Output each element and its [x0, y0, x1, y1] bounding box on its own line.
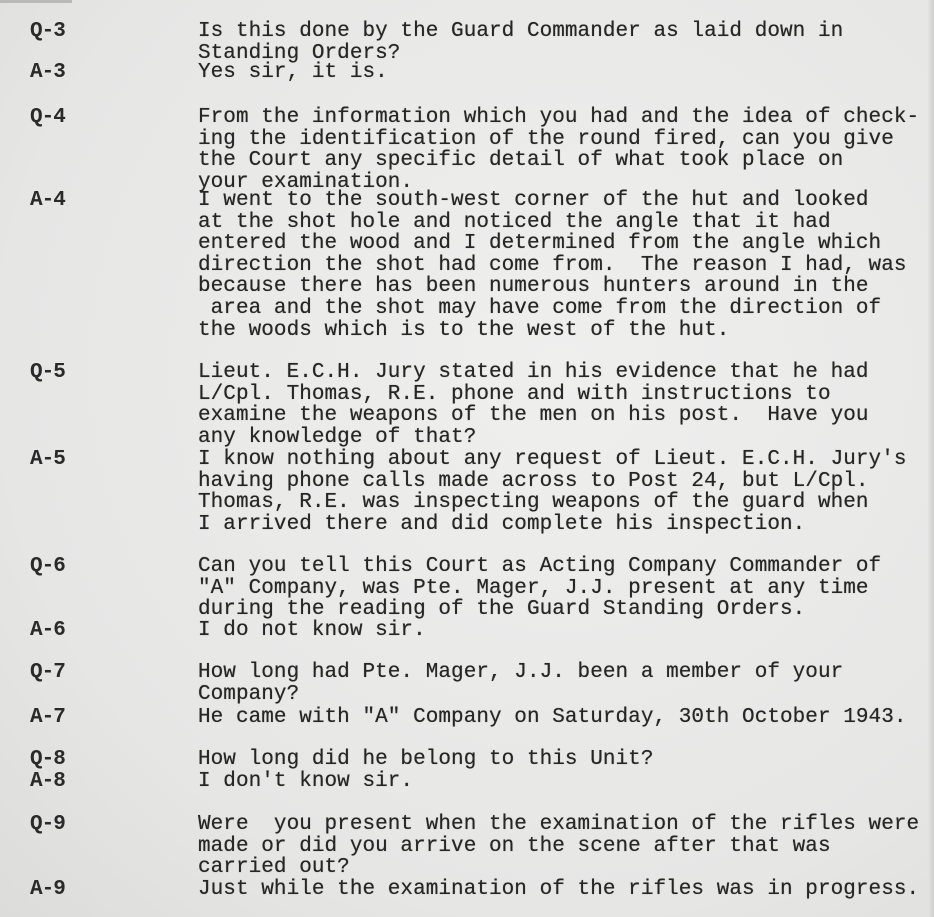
- text-line: because there has been numerous hunters around in the: [198, 275, 869, 299]
- text-line: Lieut. E.C.H. Jury stated in his evidence that he had: [198, 361, 869, 384]
- text-line: I went to the south-west corner of the hut and looked: [198, 189, 869, 212]
- entry-label: Q-8: [30, 748, 65, 771]
- text-line: I do not know sir.: [198, 619, 426, 642]
- entry-text: [198, 814, 919, 879]
- text-line: during the reading of the Guard Standing Orders.: [198, 598, 806, 622]
- text-line: Yes sir, it is.: [198, 61, 388, 84]
- text-line: Were you present when the examination of the rifles were: [198, 813, 920, 836]
- text-line: Standing Orders?: [198, 41, 401, 65]
- entry-text: [198, 449, 907, 535]
- page-right-edge: [928, 0, 934, 917]
- page-edge-mark: [0, 0, 72, 3]
- entry-text: [198, 707, 907, 729]
- entry-text: [198, 749, 653, 771]
- text-line: entered the wood and I determined from the angle which: [198, 232, 882, 256]
- entry-label: Q-5: [30, 361, 65, 384]
- text-line: the woods which is to the west of the hut.: [198, 318, 730, 342]
- entry-label: A-8: [30, 770, 65, 793]
- text-line: I don't know sir.: [198, 770, 414, 793]
- entry-label: Q-3: [30, 20, 65, 43]
- entry-text: [198, 62, 388, 84]
- entry-label: A-6: [30, 619, 65, 642]
- text-line: any knowledge of that?: [198, 425, 477, 449]
- text-line: How long did he belong to this Unit?: [198, 748, 654, 771]
- entry-text: [198, 662, 843, 705]
- entry-label: Q-4: [30, 106, 65, 129]
- text-line: your examination.: [198, 170, 414, 194]
- entry-label: A-7: [30, 706, 65, 729]
- text-line: L/Cpl. Thomas, R.E. phone and with instructions to: [198, 382, 831, 406]
- entry-text: [198, 21, 843, 64]
- text-line: I know nothing about any request of Lieut. E.C.H. Jury's: [198, 448, 907, 471]
- text-line: From the information which you had and the idea of check-: [198, 106, 920, 129]
- entry-label: A-3: [30, 61, 65, 84]
- entry-label: A-5: [30, 448, 65, 471]
- text-line: Is this done by the Guard Commander as laid down in: [198, 20, 844, 43]
- entry-text: [198, 556, 881, 621]
- entry-label: A-9: [30, 878, 65, 901]
- entry-label: Q-6: [30, 555, 65, 578]
- text-line: Thomas, R.E. was inspecting weapons of the guard when: [198, 491, 869, 515]
- text-line: the Court any specific detail of what took place on: [198, 149, 844, 173]
- text-line: examine the weapons of the men on his post. Have you: [198, 404, 869, 428]
- text-line: Just while the examination of the rifles was in progress.: [198, 878, 920, 901]
- entry-text: [198, 190, 907, 341]
- text-line: ing the identification of the round fired, can you give: [198, 127, 894, 151]
- entry-text: [198, 771, 413, 793]
- text-line: I arrived there and did complete his inspection.: [198, 512, 806, 536]
- entry-label: Q-7: [30, 661, 65, 684]
- entry-label: A-4: [30, 189, 65, 212]
- text-line: area and the shot may have come from the direction of: [198, 296, 882, 320]
- text-line: "A" Company, was Pte. Mager, J.J. present at any time: [198, 576, 869, 600]
- text-line: carried out?: [198, 856, 350, 880]
- text-line: Can you tell this Court as Acting Company Commander of: [198, 555, 882, 578]
- entry-text: [198, 107, 919, 193]
- text-line: at the shot hole and noticed the angle that it had: [198, 210, 831, 234]
- text-line: How long had Pte. Mager, J.J. been a member of your: [198, 661, 844, 684]
- entry-text: [198, 620, 426, 642]
- entry-text: [198, 362, 869, 448]
- text-line: direction the shot had come from. The reason I had, was: [198, 253, 907, 277]
- text-line: having phone calls made across to Post 24, but L/Cpl.: [198, 469, 869, 493]
- text-line: made or did you arrive on the scene after that was: [198, 834, 831, 858]
- text-line: He came with "A" Company on Saturday, 30th October 1943.: [198, 706, 907, 729]
- text-line: Company?: [198, 682, 300, 706]
- entry-label: Q-9: [30, 813, 65, 836]
- entry-text: [198, 879, 919, 901]
